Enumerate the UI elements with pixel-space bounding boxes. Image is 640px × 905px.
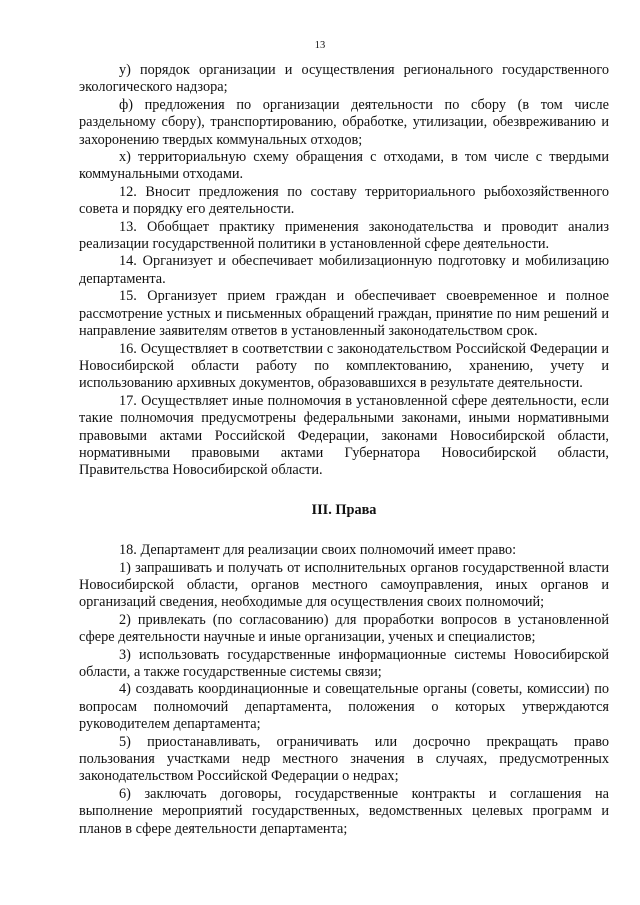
- paragraph: у) порядок организации и осуществления регионального государственного экологического надзора;: [79, 62, 609, 96]
- paragraph: 18. Департамент для реализации своих полномочий имеет право:: [119, 542, 517, 559]
- paragraph: 2) привлекать (по согласованию) для проработки вопросов в установленной сфере деятельности научные и иные организации, ученых и специалистов;: [79, 611, 609, 646]
- paragraph: 3) использовать государственные информационные системы Новосибирской области, а также государственные системы связи;: [79, 646, 609, 680]
- section-heading: III. Права: [311, 501, 377, 518]
- paragraph: 15. Организует прием граждан и обеспечивает своевременное и полное рассмотрение устных и письменных обращений граждан, принятие по ним решений и направление заявителям ответов в установленный законодательством срок.: [79, 288, 609, 340]
- document-body: [79, 62, 609, 838]
- page-number: 13: [314, 40, 326, 51]
- paragraph: 16. Осуществляет в соответствии с законодательством Российской Федерации и Новосибирской области работу по комплектованию, хранению, учету и использованию архивных документов, образовавшихся в результате деятельности.: [79, 340, 609, 392]
- paragraph: 1) запрашивать и получать от исполнительных органов государственной власти Новосибирской области, органов местного самоуправления, иных органов и организаций сведения, необходимые для осуществления своих полномочий;: [79, 559, 609, 611]
- paragraph: 4) создавать координационные и совещательные органы (советы, комиссии) по вопросам полномочий департамента, положения о которых утверждаются руководителем департамента;: [79, 681, 609, 733]
- paragraph: 12. Вносит предложения по составу территориального рыбохозяйственного совета и порядку его деятельности.: [79, 183, 609, 218]
- paragraph: 5) приостанавливать, ограничивать или досрочно прекращать право пользования участками недр местного значения в случаях, предусмотренных законодательством Российской Федерации о недрах;: [79, 733, 609, 785]
- paragraph: ф) предложения по организации деятельности по сбору (в том числе раздельному сбору), транспортированию, обработке, утилизации, обезвреживанию и захоронению твердых коммунальных отходов;: [79, 96, 609, 148]
- paragraph: х) территориальную схему обращения с отходами, в том числе с твердыми коммунальными отходами.: [79, 149, 609, 183]
- paragraph: 6) заключать договоры, государственные контракты и соглашения на выполнение мероприятий государственных, ведомственных целевых программ и планов в сфере деятельности департамента;: [79, 785, 609, 837]
- paragraph: 17. Осуществляет иные полномочия в установленной сфере деятельности, если такие полномочия предусмотрены федеральными законами, иными нормативными правовыми актами Российской Федерации, законами Новосибирской области, нормативными правовыми актами Губернатора Новосибирской области, Правительства Новосибирской области.: [79, 392, 609, 479]
- paragraph: 14. Организует и обеспечивает мобилизационную подготовку и мобилизацию департамента.: [79, 253, 609, 287]
- paragraph: 13. Обобщает практику применения законодательства и проводит анализ реализации государственной политики в установленной сфере деятельности.: [79, 218, 609, 253]
